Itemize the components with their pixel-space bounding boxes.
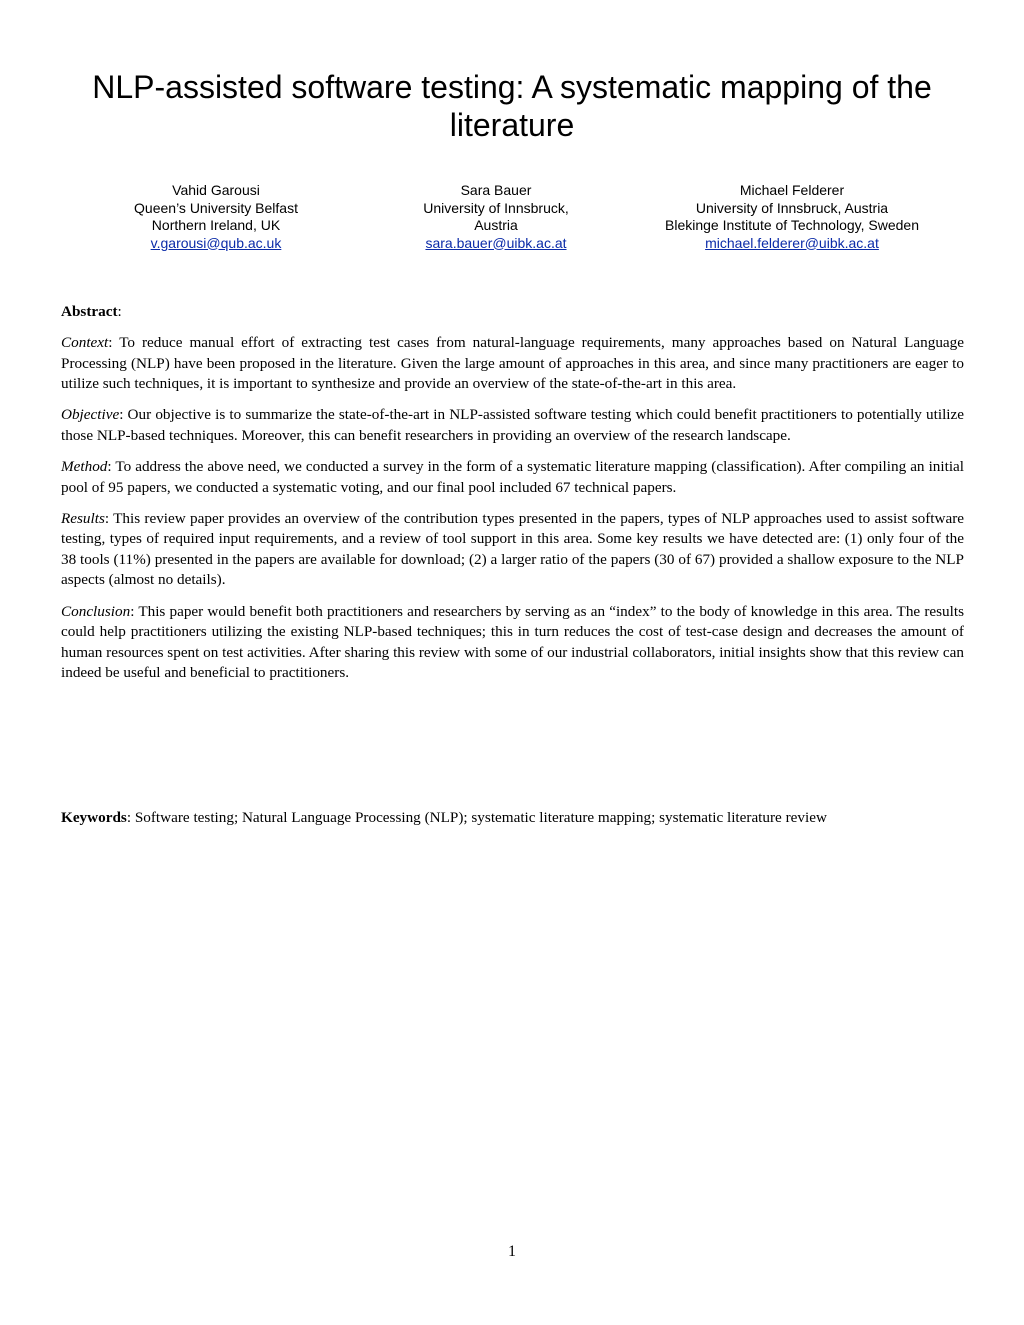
author-affiliation: Austria <box>474 217 518 233</box>
keywords <box>61 808 964 829</box>
page-number: 1 <box>508 1243 516 1260</box>
author-name: Vahid Garousi <box>172 182 260 198</box>
author-affiliation: Blekinge Institute of Technology, Sweden <box>665 217 919 233</box>
section-text: : This review paper provides an overview of the contribution types presented in the papers, types of NLP approaches used to assist software testing, types of required input requirements, and a review of tool support in this area. Some key results we have detected are: (1) only four of the 38 tools (11%) presented in the papers are available for download; (2) a larger ratio of the papers (30 of 67) provided a shallow exposure to the NLP aspects (almost no details). <box>61 509 964 589</box>
section-text: : Our objective is to summarize the state-of-the-art in NLP-assisted software testing which could benefit practitioners to potentially utilize those NLP-based techniques. Moreover, this can benefit researchers in providing an overview of the research landscape. <box>61 406 964 444</box>
abstract-heading <box>61 302 964 323</box>
abstract-section-results <box>61 509 964 591</box>
abstract-heading-colon: : <box>117 303 122 320</box>
author-name: Sara Bauer <box>460 182 532 198</box>
author-name: Michael Felderer <box>739 182 845 198</box>
author-affiliation: University of Innsbruck, <box>423 199 569 216</box>
author-email-link[interactable]: sara.bauer@uibk.ac.at <box>425 234 567 251</box>
author-block-2 <box>346 182 646 252</box>
author-affiliation: Queen’s University Belfast <box>134 199 298 216</box>
author-block-3 <box>642 182 942 252</box>
author-affiliation: Northern Ireland, UK <box>151 217 281 233</box>
section-text: : This paper would benefit both practitioners and researchers by serving as an “index” to the body of knowledge in this area. The results could help practitioners utilizing the existing NLP-based techniques; this in turn reduces the cost of test-case design and decreases the amount of human resources spent on test activities. After sharing this review with some of our industrial collaborators, initial insights show that this review can indeed be useful and beneficial to practitioners. <box>61 602 964 682</box>
section-label: Objective <box>61 406 120 424</box>
abstract-section-context <box>61 333 964 395</box>
abstract-section-conclusion <box>61 602 964 684</box>
section-label: Method <box>61 457 108 475</box>
section-label: Conclusion <box>61 602 131 620</box>
author-block-1 <box>66 182 366 252</box>
section-label: Context <box>61 334 109 351</box>
abstract-section-objective <box>61 405 964 446</box>
keywords-text: : Software testing; Natural Language Processing (NLP); systematic literature mapping; systematic literature review <box>126 809 827 826</box>
section-text: : To reduce manual effort of extracting test cases from natural-language requirements, many approaches based on Natural Language Processing (NLP) have been proposed in the literature. Given the large amount of approaches in this area, and since many practitioners are eager to utilize such techniques, it is important to synthesize and provide an overview of the state-of-the-art in this area. <box>61 334 964 393</box>
abstract-section-method <box>61 457 964 498</box>
author-email-link[interactable]: michael.felderer@uibk.ac.at <box>705 234 879 251</box>
author-email-link[interactable]: v.garousi@qub.ac.uk <box>150 234 282 251</box>
author-affiliation: University of Innsbruck, Austria <box>695 199 889 216</box>
keywords-label: Keywords <box>61 809 127 826</box>
section-label: Results <box>61 509 105 527</box>
paper-title: NLP-assisted software testing: A systematic mapping of the literature <box>92 69 932 143</box>
abstract-heading-label: Abstract <box>61 303 118 320</box>
section-text: : To address the above need, we conducted a survey in the form of a systematic literature mapping (classification). After compiling an initial pool of 95 papers, we conducted a systematic voting, and our final pool included 67 technical papers. <box>61 457 964 496</box>
abstract-body <box>61 333 964 694</box>
